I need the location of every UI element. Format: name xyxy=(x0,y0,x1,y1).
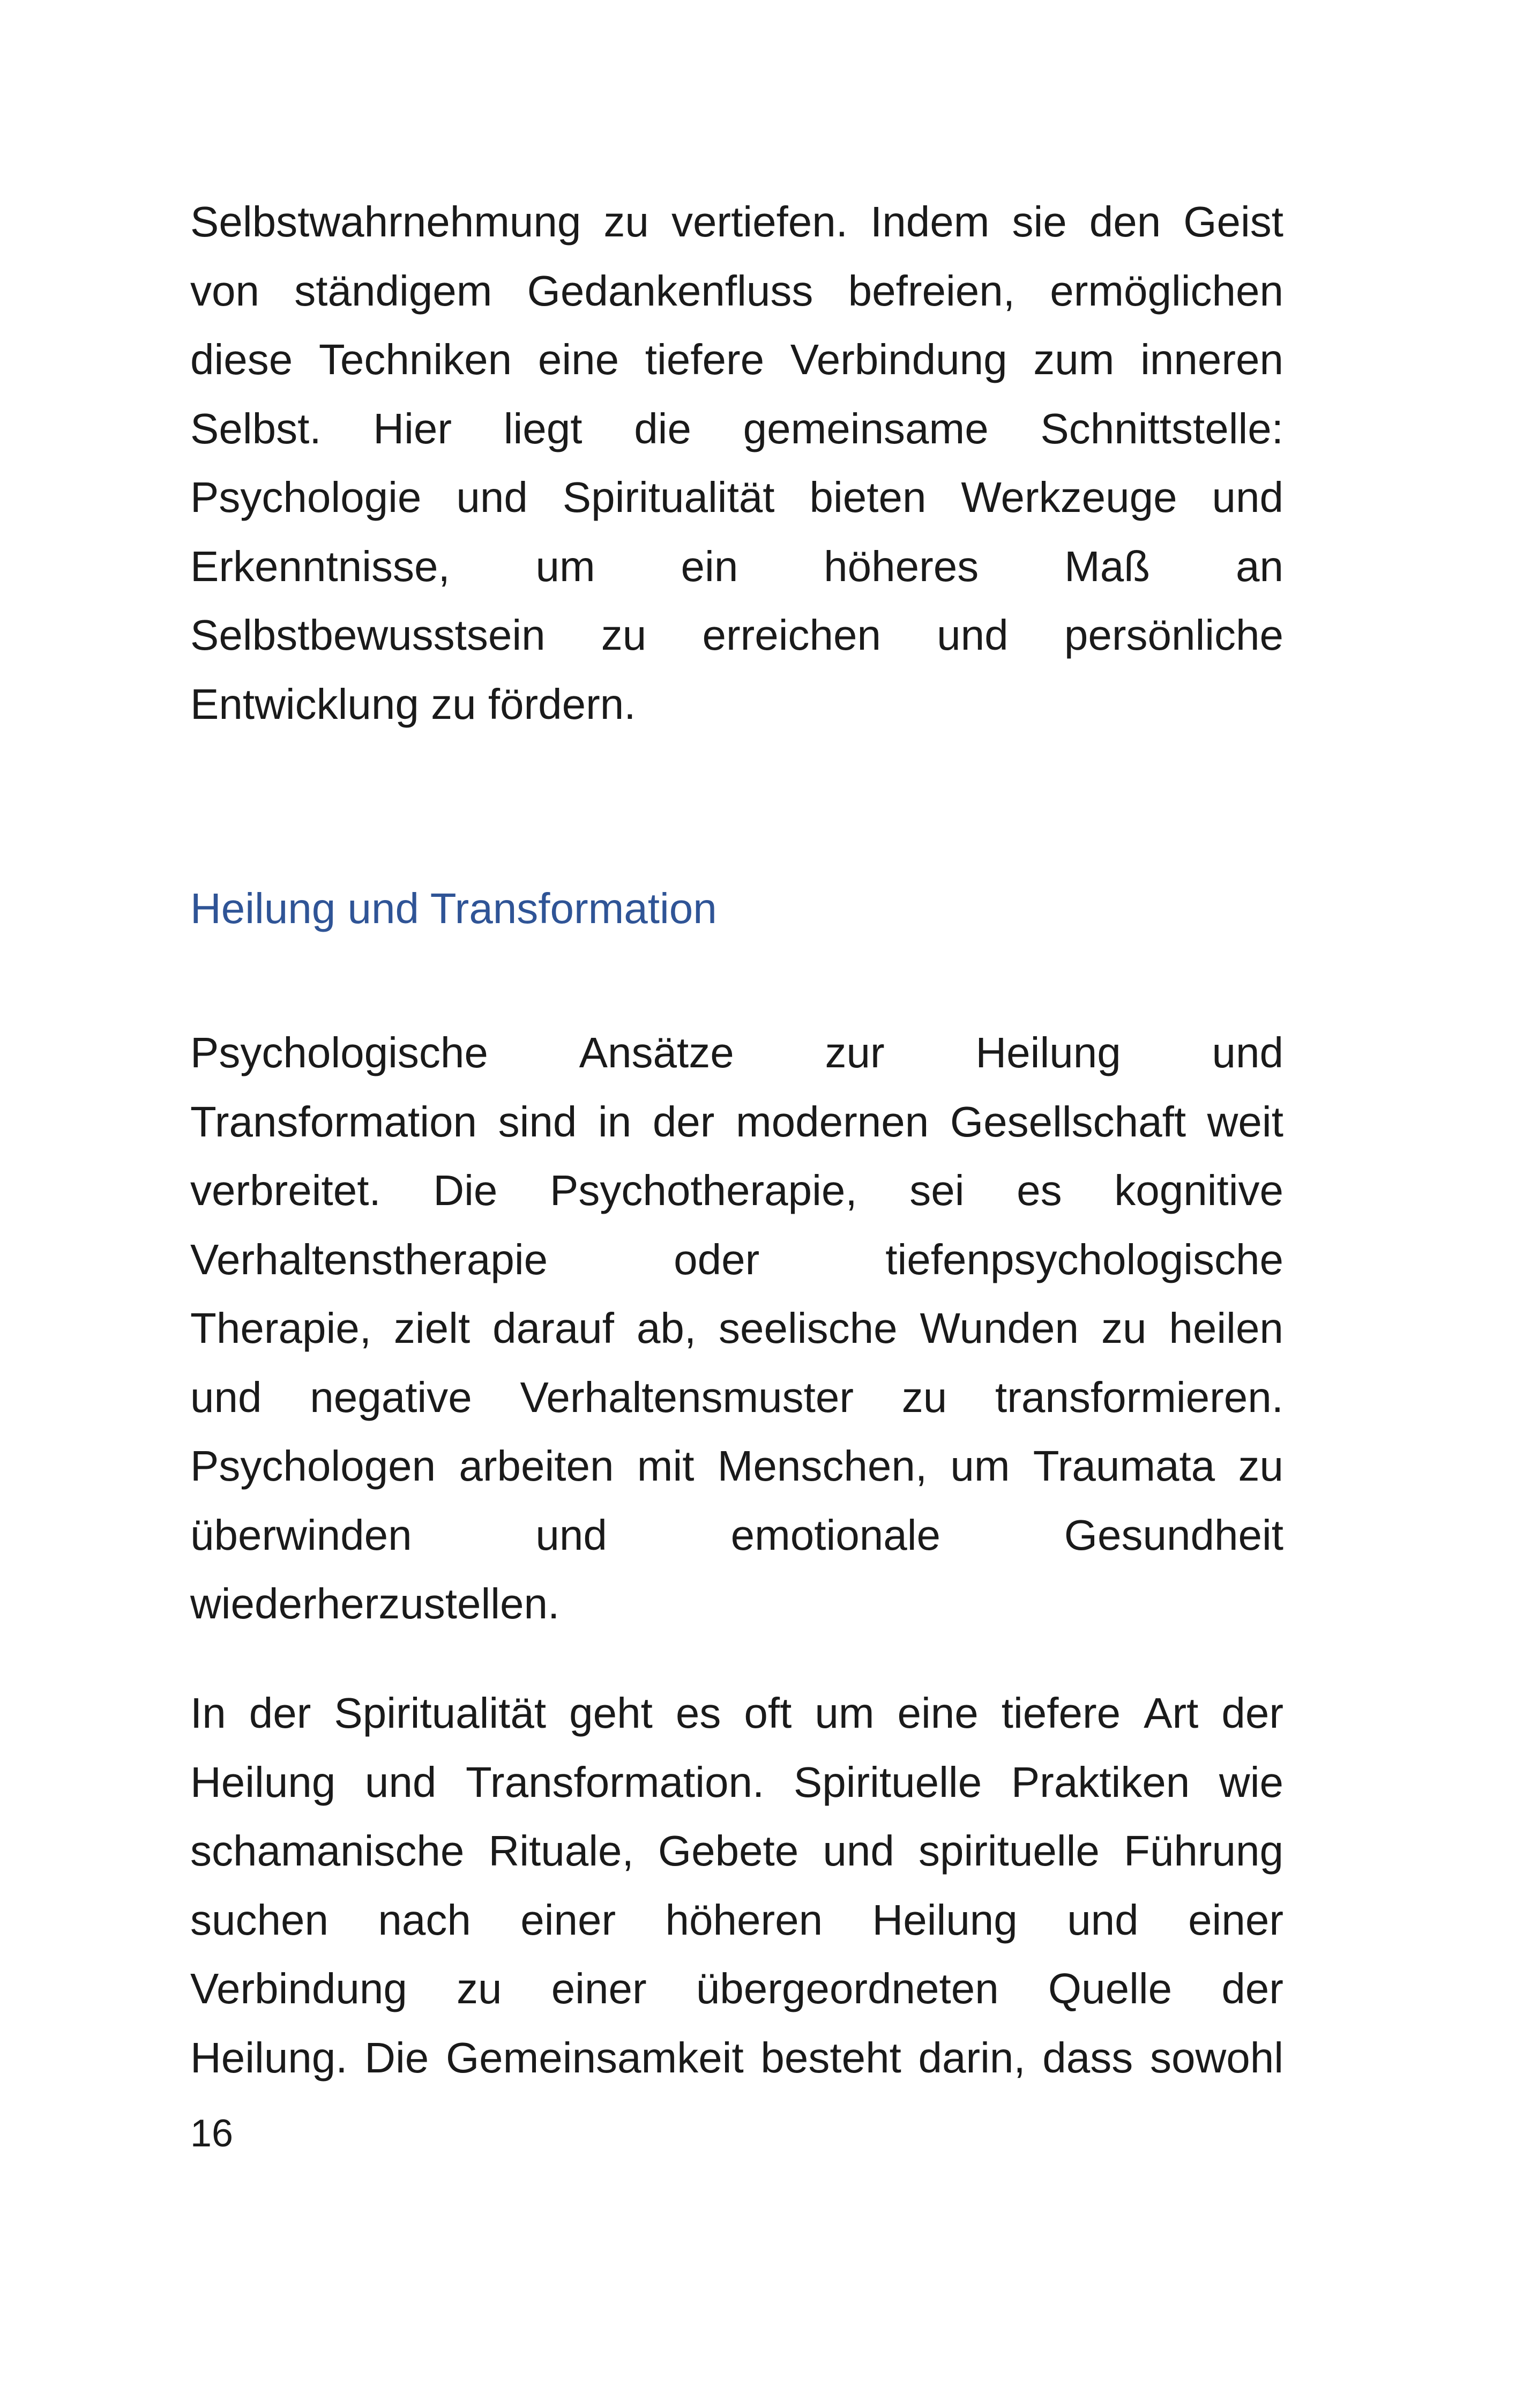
word: negative xyxy=(310,1373,472,1421)
word: dass xyxy=(1042,2033,1133,2082)
word: sowohl xyxy=(1149,2033,1283,2082)
word: Quelle xyxy=(1048,1965,1173,2012)
word: der xyxy=(249,1689,311,1737)
word: zur xyxy=(825,1029,885,1076)
word: verbreitet. xyxy=(190,1166,381,1214)
word: eine xyxy=(537,336,619,383)
word: Rituale, xyxy=(488,1827,634,1875)
word: überwinden xyxy=(190,1511,412,1559)
word: Psychologen xyxy=(190,1442,436,1490)
word: Indem xyxy=(870,198,990,246)
text-line: wiederherzustellen. xyxy=(190,1580,560,1627)
word: Psychologie xyxy=(190,473,422,521)
word: Transformation xyxy=(190,1097,477,1146)
text-line xyxy=(190,1432,1283,1501)
word: tiefere xyxy=(645,336,765,383)
word: Psychotherapie, xyxy=(549,1166,857,1214)
word: zu xyxy=(457,1965,502,2012)
word: Spiritualität xyxy=(334,1689,547,1737)
word: Die xyxy=(364,2033,429,2082)
word: Die xyxy=(433,1166,498,1214)
word: die xyxy=(634,404,691,452)
text-line xyxy=(190,188,1283,257)
word: Menschen, xyxy=(717,1442,928,1490)
word: modernen xyxy=(736,1097,929,1146)
word: spirituelle xyxy=(918,1827,1100,1875)
paragraph-3 xyxy=(190,1679,1283,2092)
word: heilen xyxy=(1169,1304,1283,1352)
word: Heilung xyxy=(872,1896,1018,1944)
word: Maß xyxy=(1064,542,1151,590)
word: Selbstwahrnehmung xyxy=(190,198,581,246)
word: ständigem xyxy=(294,266,492,315)
word: an xyxy=(1236,542,1283,590)
word: In xyxy=(190,1689,226,1737)
word: und xyxy=(1212,1029,1283,1076)
text-line xyxy=(190,1088,1283,1157)
word: der xyxy=(1221,1965,1283,2012)
word: Verhaltenstherapie xyxy=(190,1235,548,1283)
word: eine xyxy=(897,1689,979,1737)
word: der xyxy=(652,1097,715,1146)
word: diese xyxy=(190,336,293,383)
word: einer xyxy=(1188,1896,1283,1944)
word: Spiritualität xyxy=(562,473,775,521)
word: zu xyxy=(601,611,647,659)
word: ab, xyxy=(636,1304,697,1352)
text-line xyxy=(190,2024,1283,2093)
word: Selbst. xyxy=(190,404,322,452)
word: sei xyxy=(909,1166,965,1214)
word: Techniken xyxy=(318,336,512,383)
word: Heilung. xyxy=(190,2033,348,2082)
text-line xyxy=(190,1817,1283,1886)
word: den xyxy=(1089,198,1161,246)
word: Werkzeuge xyxy=(961,473,1177,521)
word: in xyxy=(598,1097,632,1146)
word: höheren xyxy=(665,1896,823,1944)
word: kognitive xyxy=(1114,1166,1283,1214)
word: besteht xyxy=(760,2033,901,2082)
word: darin, xyxy=(918,2033,1026,2082)
word: gemeinsame xyxy=(743,404,989,452)
text-line xyxy=(190,532,1283,601)
word: der xyxy=(1221,1689,1283,1737)
word: schamanische xyxy=(190,1827,465,1875)
word: mit xyxy=(637,1442,695,1490)
word: Heilung xyxy=(190,1758,336,1806)
word: zielt xyxy=(393,1304,471,1352)
word: Führung xyxy=(1124,1827,1283,1875)
word: oft xyxy=(744,1689,792,1737)
text-line xyxy=(190,1019,1283,1088)
word: weit xyxy=(1207,1097,1283,1146)
word: höheres xyxy=(824,542,979,590)
word: Spirituelle xyxy=(793,1758,982,1806)
text-line xyxy=(190,1363,1283,1432)
word: um xyxy=(815,1689,875,1737)
word: und xyxy=(1212,473,1283,521)
text-line xyxy=(190,325,1283,395)
word: Gesundheit xyxy=(1064,1511,1283,1559)
word: sind xyxy=(498,1097,577,1146)
word: Wunden xyxy=(920,1304,1079,1352)
word: erreichen xyxy=(702,611,881,659)
word: darauf xyxy=(492,1304,614,1352)
word: Verbindung xyxy=(790,336,1007,383)
word: zu xyxy=(603,198,649,246)
text-line xyxy=(190,601,1283,670)
page-number: 16 xyxy=(190,2112,234,2155)
word: übergeordneten xyxy=(696,1965,999,2012)
word: Therapie, xyxy=(190,1304,371,1352)
text-line xyxy=(190,463,1283,532)
word: Traumata xyxy=(1033,1442,1215,1490)
word: emotionale xyxy=(730,1511,941,1559)
word: es xyxy=(1017,1166,1062,1214)
word: Art xyxy=(1144,1689,1199,1737)
word: einer xyxy=(520,1896,616,1944)
word: Heilung xyxy=(975,1029,1121,1076)
word: Gebete xyxy=(658,1827,799,1875)
word: ermöglichen xyxy=(1050,266,1283,315)
word: Schnittstelle: xyxy=(1040,404,1283,452)
word: es xyxy=(675,1689,721,1737)
text-line xyxy=(190,395,1283,464)
word: Praktiken xyxy=(1011,1758,1190,1806)
word: geht xyxy=(569,1689,653,1737)
text-line xyxy=(190,1156,1283,1225)
word: inneren xyxy=(1140,336,1283,383)
word: arbeiten xyxy=(459,1442,614,1490)
word: befreien, xyxy=(848,266,1015,315)
word: und xyxy=(364,1758,437,1806)
word: nach xyxy=(378,1896,471,1944)
word: Gemeinsamkeit xyxy=(445,2033,744,2082)
word: vertiefen. xyxy=(671,198,848,246)
paragraph-1 xyxy=(190,188,1283,739)
word: Verhaltensmuster xyxy=(520,1373,854,1421)
word: einer xyxy=(551,1965,647,2012)
text-line xyxy=(190,1748,1283,1817)
word: liegt xyxy=(503,404,583,452)
word: Geist xyxy=(1183,198,1283,246)
word: sie xyxy=(1012,198,1067,246)
word: Selbstbewusstsein xyxy=(190,611,546,659)
word: Psychologische xyxy=(190,1029,488,1076)
paragraph-2 xyxy=(190,1019,1283,1639)
word: und xyxy=(456,473,528,521)
word: um xyxy=(535,542,595,590)
word: wie xyxy=(1219,1758,1283,1806)
text-line xyxy=(190,257,1283,326)
text-line xyxy=(190,1954,1283,2024)
word: persönliche xyxy=(1064,611,1283,659)
word: seelische xyxy=(719,1304,898,1352)
word: und xyxy=(190,1373,262,1421)
word: Gesellschaft xyxy=(950,1097,1186,1146)
text-line xyxy=(190,1294,1283,1363)
word: zu xyxy=(1101,1304,1147,1352)
word: Gedankenfluss xyxy=(527,266,813,315)
text-line xyxy=(190,1679,1283,1748)
section-heading: Heilung und Transformation xyxy=(190,885,717,932)
word: Hier xyxy=(373,404,452,452)
text-line xyxy=(190,1886,1283,1955)
word: und xyxy=(1067,1896,1139,1944)
word: Ansätze xyxy=(579,1029,734,1076)
word: suchen xyxy=(190,1896,329,1944)
word: zum xyxy=(1033,336,1115,383)
word: und xyxy=(535,1511,607,1559)
word: bieten xyxy=(809,473,927,521)
word: ein xyxy=(681,542,738,590)
word: Transformation. xyxy=(466,1758,765,1806)
word: Verbindung xyxy=(190,1965,407,2012)
word: zu xyxy=(901,1373,947,1421)
text-line xyxy=(190,1501,1283,1570)
word: um xyxy=(950,1442,1010,1490)
text-line: Entwicklung zu fördern. xyxy=(190,680,636,728)
word: tiefere xyxy=(1001,1689,1121,1737)
word: Erkenntnisse, xyxy=(190,542,450,590)
word: und xyxy=(823,1827,894,1875)
word: zu xyxy=(1238,1442,1283,1490)
word: und xyxy=(937,611,1009,659)
word: von xyxy=(190,266,259,315)
word: tiefenpsychologische xyxy=(885,1235,1283,1283)
word: oder xyxy=(674,1235,760,1283)
word: transformieren. xyxy=(995,1373,1283,1421)
text-line xyxy=(190,1225,1283,1295)
